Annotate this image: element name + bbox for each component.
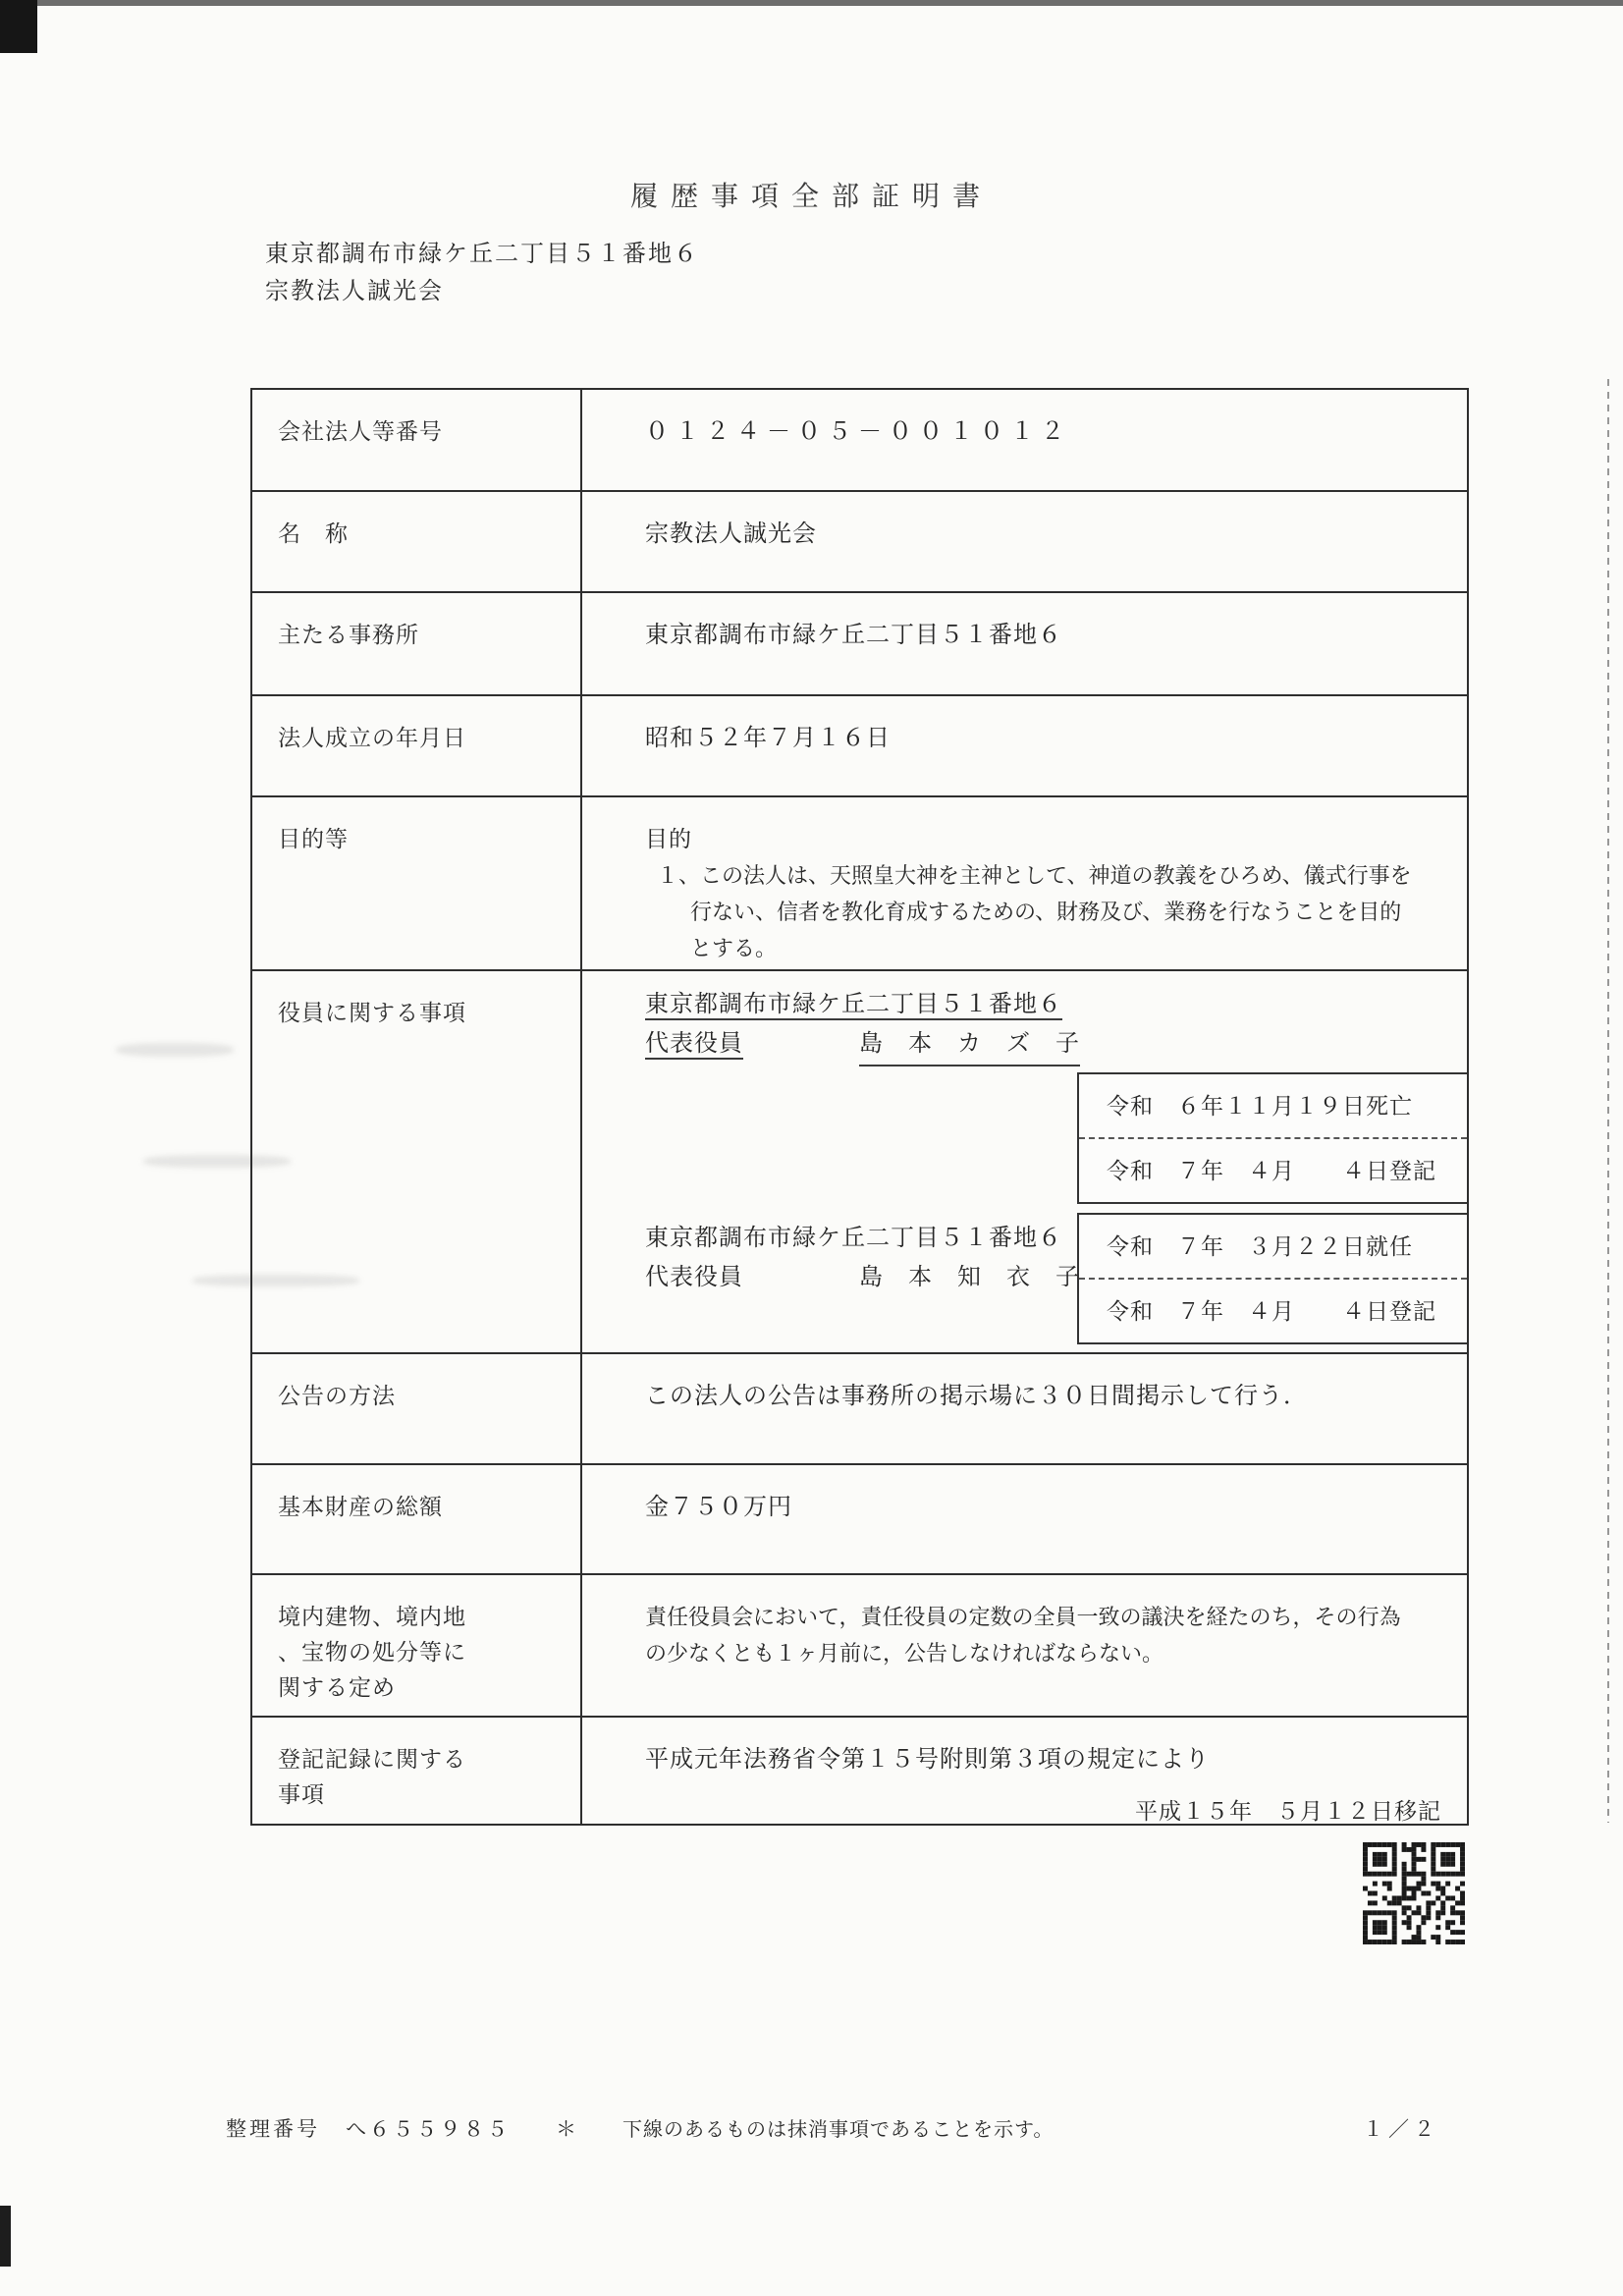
purpose-line: とする。	[690, 936, 778, 960]
footnote-text: 下線のあるものは抹消事項であることを示す。	[622, 2119, 1055, 2141]
registry-record-text: 平成元年法務省令第１５号附則第３項の規定により	[645, 1746, 1210, 1773]
precinct-rule-line: 責任役員会において，責任役員の定数の全員一致の議決を経たのち，その行為	[645, 1605, 1401, 1629]
officer-entry-current	[645, 1219, 1080, 1297]
basic-assets-value: 金７５０万円	[645, 1494, 792, 1520]
precinct-rule-line: の少なくとも１ヶ月前に，公告しなければならない。	[645, 1641, 1164, 1666]
officer-name: 島 本 カ ズ 子	[859, 1024, 1080, 1066]
scan-artifact-smudge	[116, 1043, 234, 1057]
qr-code	[1363, 1842, 1465, 1944]
field-label-purpose: 目的等	[252, 797, 582, 969]
field-label-established: 法人成立の年月日	[252, 696, 582, 795]
officer-role-line	[645, 1258, 1080, 1297]
registration-date: 令和 ７年 ４月 ４日登記	[1079, 1278, 1467, 1342]
officer-address-text: 東京都調布市緑ケ丘二丁目５１番地６	[645, 991, 1062, 1020]
header-address-block	[265, 236, 699, 310]
label-line: 関する定め	[278, 1674, 396, 1700]
header-address: 東京都調布市緑ケ丘二丁目５１番地６	[265, 241, 699, 267]
purpose-line: １、この法人は、天照皇大神を主神として、神道の教義をひろめ、儀式行事を	[657, 863, 1412, 888]
corporate-number-value: ０１２４－０５－００１０１２	[645, 418, 1071, 445]
table-row-corporate-number	[252, 390, 1467, 490]
page-number: １／２	[1363, 2118, 1439, 2141]
purpose-line: 行ない、信者を教化育成するための、財務及び、業務を行なうことを目的	[690, 900, 1402, 924]
registration-date: 令和 ６年１１月１９日死亡	[1107, 1093, 1413, 1119]
scan-artifact-top-edge	[0, 0, 1623, 6]
registration-date: 令和 ７年 ４月 ４日登記	[1079, 1137, 1467, 1202]
registry-record-date: 平成１５年 ５月１２日移記	[1135, 1798, 1441, 1824]
field-label-public-notice: 公告の方法	[252, 1354, 582, 1463]
field-value-cell	[582, 390, 1467, 490]
registration-date-box	[1077, 1072, 1467, 1204]
scan-artifact-top-left-corner	[0, 0, 37, 53]
purpose-heading: 目的	[645, 826, 692, 851]
field-label-basic-assets: 基本財産の総額	[252, 1465, 582, 1573]
officer-title: 代表役員	[645, 1030, 743, 1060]
footer	[0, 2113, 1623, 2153]
table-row-name	[252, 490, 1467, 591]
header-corporation-name: 宗教法人誠光会	[265, 278, 444, 304]
table-row-established	[252, 694, 1467, 795]
officers-cell	[582, 971, 1467, 1352]
officer-entry-struck	[645, 985, 1080, 1066]
table-row-basic-assets	[252, 1463, 1467, 1573]
field-label-precinct-rule	[252, 1575, 582, 1716]
officer-address	[645, 1219, 1080, 1258]
table-row-officers	[252, 969, 1467, 1352]
purpose-value-cell	[582, 797, 1467, 969]
precinct-rule-value-cell	[582, 1575, 1467, 1716]
table-row-precinct-rule	[252, 1573, 1467, 1716]
table-row-purpose	[252, 795, 1467, 969]
established-date-value: 昭和５２年７月１６日	[645, 725, 891, 751]
document-title: 履歴事項全部証明書	[629, 181, 993, 211]
registration-date: 令和 ７年 ３月２２日就任	[1107, 1233, 1413, 1259]
table-row-office	[252, 591, 1467, 694]
public-notice-value: この法人の公告は事務所の掲示場に３０日間掲示して行う．	[645, 1383, 1308, 1409]
field-label-office: 主たる事務所	[252, 593, 582, 694]
office-address-value: 東京都調布市緑ケ丘二丁目５１番地６	[645, 622, 1062, 648]
table-row-public-notice	[252, 1352, 1467, 1463]
officer-role-line	[645, 1024, 1080, 1066]
field-label-corporate-number: 会社法人等番号	[252, 390, 582, 490]
reference-number-value: へ６５５９８５	[346, 2118, 511, 2141]
field-label-registry-record	[252, 1718, 582, 1824]
field-label-name: 名 称	[252, 492, 582, 591]
label-line: 境内建物、境内地	[278, 1604, 466, 1629]
registry-record-value-cell	[582, 1718, 1467, 1824]
corporation-name-value: 宗教法人誠光会	[645, 520, 817, 547]
officer-address	[645, 985, 1080, 1024]
registry-table	[250, 388, 1469, 1826]
officer-title: 代表役員	[645, 1264, 743, 1290]
footnote-asterisk: ＊	[556, 2118, 576, 2141]
table-row-registry-record	[252, 1716, 1467, 1824]
label-line: 事項	[278, 1781, 325, 1807]
scan-artifact-right-edge-line	[1607, 379, 1609, 1823]
registration-date-box	[1077, 1213, 1467, 1344]
field-label-officers: 役員に関する事項	[252, 971, 582, 1352]
scan-artifact-bottom-left-mark	[0, 2206, 11, 2267]
label-line: 登記記録に関する	[278, 1746, 466, 1772]
officer-name: 島 本 知 衣 子	[859, 1264, 1080, 1290]
label-line: 、宝物の処分等に	[278, 1639, 466, 1665]
officer-address-text: 東京都調布市緑ケ丘二丁目５１番地６	[645, 1225, 1062, 1251]
reference-number-label: 整理番号	[226, 2118, 320, 2141]
